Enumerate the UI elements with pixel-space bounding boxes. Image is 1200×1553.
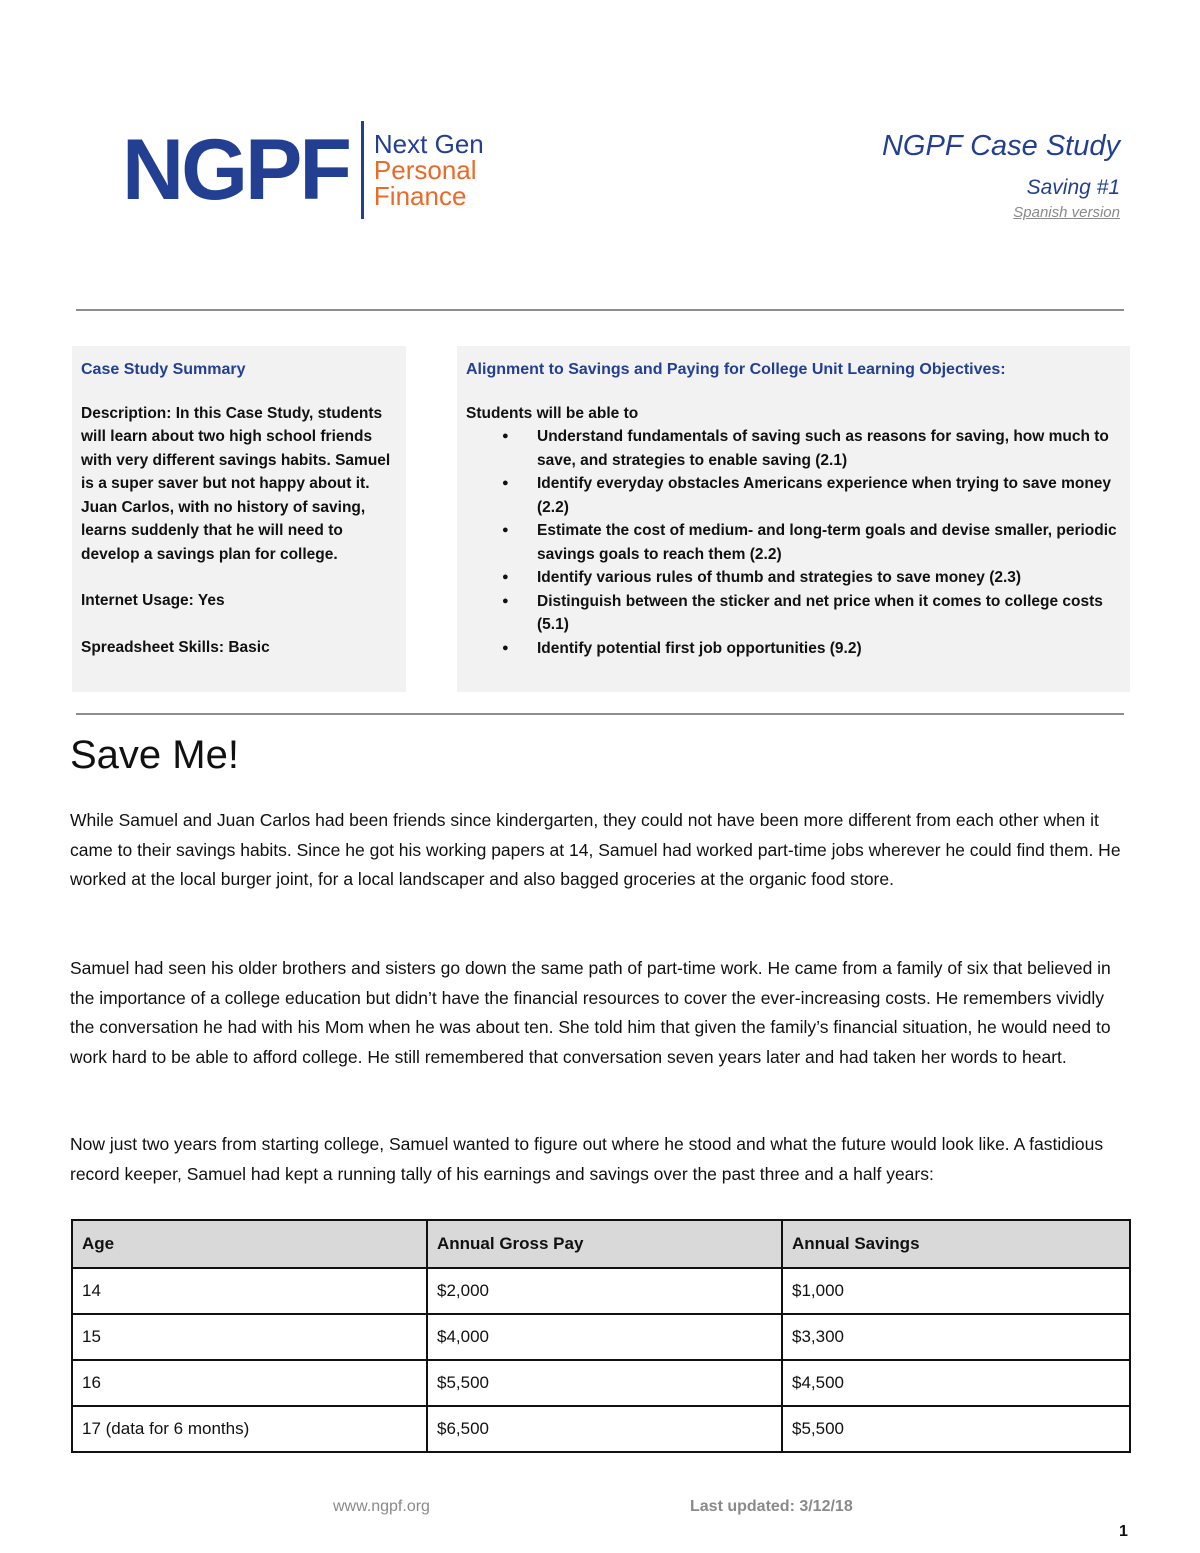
logo-line-2: Personal	[373, 155, 477, 185]
objectives-list	[466, 425, 1120, 660]
objective-item: ● Estimate the cost of medium- and long-term goals and devise smaller, periodic savings goals to reach them (2.2)	[466, 519, 1120, 566]
internet-usage	[81, 589, 396, 613]
spreadsheet-skills-label: Spreadsheet Skills:	[81, 638, 225, 656]
earnings-savings-table	[71, 1219, 1131, 1453]
story-paragraph-2: Samuel had seen his older brothers and sisters go down the same path of part-time work. He came from a family of six that believed in the importance of a college education but didn’t have the financial resources to cover the ever-increasing costs. He remembers vividly the conversation he had with his Mom when he was about ten. She told him that given the family’s financial situation, he would need to work hard to be able to afford college. He still remembered that conversation seven years later and had taken her words to heart.	[70, 958, 1111, 1067]
summary-description	[81, 402, 396, 567]
objective-item: ● Identify various rules of thumb and strategies to save money (2.3)	[466, 566, 1120, 590]
logo-wordmark	[374, 131, 484, 209]
table-row	[72, 1360, 1130, 1406]
cell-age: 14	[72, 1268, 427, 1314]
table-row	[72, 1406, 1130, 1452]
description-label: Description:	[81, 404, 172, 422]
cell-age: 16	[72, 1360, 427, 1406]
column-header-age: Age	[72, 1220, 427, 1268]
cell-gross-pay: $4,000	[427, 1314, 782, 1360]
middle-divider	[76, 713, 1124, 715]
spanish-version-link[interactable]: Spanish version	[1013, 204, 1120, 221]
spreadsheet-skills-value: Basic	[228, 638, 270, 656]
table-row	[72, 1314, 1130, 1360]
objective-item: ● Understand fundamentals of saving such as reasons for saving, how much to save, and strategies to enable saving (2.1)	[466, 425, 1120, 472]
cell-age: 15	[72, 1314, 427, 1360]
objective-item: ● Distinguish between the sticker and net price when it comes to college costs (5.1)	[466, 590, 1120, 637]
story-paragraph-1: While Samuel and Juan Carlos had been friends since kindergarten, they could not have been more different from each other when it came to their savings habits. Since he got his working papers at 14, Samuel had worked part-time jobs wherever he could find them. He worked at the local burger joint, for a local landscaper and also bagged groceries at the organic food store.	[70, 810, 1121, 889]
cell-gross-pay: $5,500	[427, 1360, 782, 1406]
footer-last-updated: Last updated: 3/12/18	[690, 1498, 853, 1515]
case-study-title: NGPF Case Study	[881, 130, 1120, 162]
logo-divider	[361, 121, 364, 219]
internet-usage-value: Yes	[197, 592, 225, 609]
learning-objectives-panel	[457, 346, 1130, 692]
case-study-summary-panel	[72, 346, 406, 692]
cell-savings: $4,500	[782, 1360, 1130, 1406]
internet-usage-label: Internet Usage:	[81, 592, 194, 609]
objectives-intro: Students will be able to	[466, 404, 639, 422]
column-header-savings: Annual Savings	[782, 1220, 1130, 1268]
table-row	[72, 1268, 1130, 1314]
description-text: In this Case Study, students will learn about two high school friends with very different savings habits. Samuel is a super saver but not happy about it. Juan Carlos, with no history of saving, learns suddenly that he will need to develop a savings plan for college.	[81, 404, 391, 563]
top-divider	[76, 309, 1124, 311]
objective-item: ● Identify everyday obstacles Americans experience when trying to save money (2.2)	[466, 472, 1120, 519]
story-paragraph-3: Now just two years from starting college, Samuel wanted to figure out where he stood and what the future would look like. A fastidious record keeper, Samuel had kept a running tally of his earnings and savings over the past three and a half years:	[70, 1134, 1104, 1184]
story-title: Save Me!	[70, 733, 239, 777]
cell-savings: $3,300	[782, 1314, 1130, 1360]
spreadsheet-skills	[81, 636, 396, 660]
header-right	[882, 128, 1120, 221]
logo-line-1: Next Gen	[373, 129, 484, 159]
cell-age: 17 (data for 6 months)	[72, 1406, 427, 1452]
cell-gross-pay: $6,500	[427, 1406, 782, 1452]
objective-item: ● Identify potential first job opportunities (9.2)	[466, 637, 1120, 661]
summary-heading: Case Study Summary	[81, 361, 246, 378]
ngpf-logo	[122, 120, 484, 220]
table-header-row	[72, 1220, 1130, 1268]
cell-gross-pay: $2,000	[427, 1268, 782, 1314]
footer-website-link[interactable]: www.ngpf.org	[333, 1498, 430, 1515]
cell-savings: $1,000	[782, 1268, 1130, 1314]
logo-line-3: Finance	[373, 181, 467, 211]
column-header-gross-pay: Annual Gross Pay	[427, 1220, 782, 1268]
alignment-heading: Alignment to Savings and Paying for College Unit Learning Objectives:	[466, 361, 1006, 378]
page-number: 1	[1119, 1523, 1128, 1540]
logo-mark: NGPF	[122, 122, 349, 218]
case-study-subtitle: Saving #1	[1026, 176, 1120, 199]
cell-savings: $5,500	[782, 1406, 1130, 1452]
